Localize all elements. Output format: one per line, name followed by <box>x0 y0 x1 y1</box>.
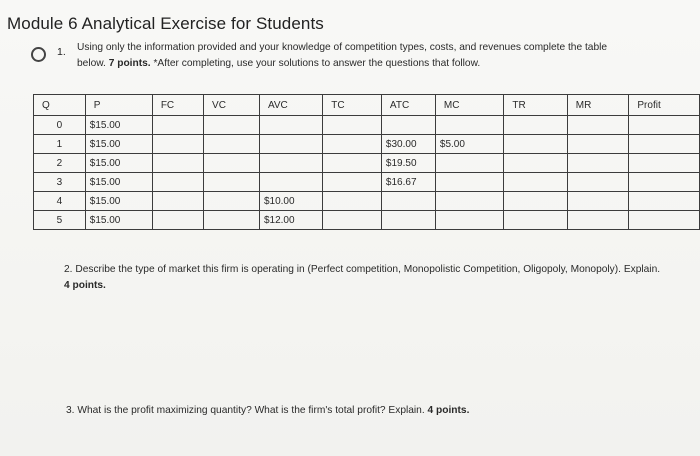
table-input-cell[interactable] <box>629 116 700 135</box>
table-row <box>34 173 700 192</box>
table-input-cell[interactable] <box>259 173 322 192</box>
table-input-cell[interactable] <box>435 116 504 135</box>
table-input-cell[interactable] <box>567 154 629 173</box>
table-input-cell[interactable] <box>567 211 629 230</box>
table-input-cell[interactable] <box>504 173 567 192</box>
question-1-text <box>77 40 637 72</box>
table-cell: $15.00 <box>85 192 152 211</box>
table-input-cell[interactable] <box>259 116 322 135</box>
table-input-cell[interactable] <box>504 135 567 154</box>
table-input-cell[interactable] <box>323 173 382 192</box>
table-cell: $30.00 <box>381 135 435 154</box>
table-cell: $19.50 <box>381 154 435 173</box>
table-input-cell[interactable] <box>629 211 700 230</box>
table-input-cell[interactable] <box>204 154 260 173</box>
table-cell: 5 <box>34 211 86 230</box>
table-input-cell[interactable] <box>504 192 567 211</box>
question-3 <box>66 405 469 416</box>
cost-revenue-table <box>33 94 700 230</box>
table-input-cell[interactable] <box>204 135 260 154</box>
table-cell: $15.00 <box>85 135 152 154</box>
header-tr: TR <box>504 95 567 116</box>
table-header-row <box>34 95 700 116</box>
table-input-cell[interactable] <box>323 116 382 135</box>
table-input-cell[interactable] <box>435 211 504 230</box>
table-row <box>34 211 700 230</box>
table-cell: $10.00 <box>259 192 322 211</box>
header-p: P <box>85 95 152 116</box>
table-input-cell[interactable] <box>323 211 382 230</box>
table-row <box>34 192 700 211</box>
table-cell: $15.00 <box>85 116 152 135</box>
table-input-cell[interactable] <box>629 192 700 211</box>
question-1-points: 7 points. <box>108 58 151 69</box>
table-input-cell[interactable] <box>567 173 629 192</box>
table-input-cell[interactable] <box>381 116 435 135</box>
page-title: Module 6 Analytical Exercise for Students <box>7 14 324 33</box>
question-1-number: 1. <box>57 46 66 58</box>
table-input-cell[interactable] <box>259 135 322 154</box>
table-input-cell[interactable] <box>204 211 260 230</box>
table-row <box>34 154 700 173</box>
table-input-cell[interactable] <box>435 192 504 211</box>
table-input-cell[interactable] <box>567 135 629 154</box>
table-cell: 1 <box>34 135 86 154</box>
header-fc: FC <box>152 95 203 116</box>
table-cell: 3 <box>34 173 86 192</box>
question-3-number: 3. <box>66 405 75 416</box>
question-3-text: What is the profit maximizing quantity? What is the firm's total profit? Explain. <box>77 405 425 416</box>
table-row <box>34 135 700 154</box>
table-input-cell[interactable] <box>629 173 700 192</box>
table-input-cell[interactable] <box>204 116 260 135</box>
question-2 <box>64 262 664 294</box>
table-input-cell[interactable] <box>152 135 203 154</box>
table-input-cell[interactable] <box>152 116 203 135</box>
table-cell: $15.00 <box>85 173 152 192</box>
table-input-cell[interactable] <box>435 173 504 192</box>
header-mc: MC <box>435 95 504 116</box>
table-input-cell[interactable] <box>567 116 629 135</box>
table-input-cell[interactable] <box>259 154 322 173</box>
table-cell: 2 <box>34 154 86 173</box>
table-input-cell[interactable] <box>323 154 382 173</box>
table-cell: 0 <box>34 116 86 135</box>
table-input-cell[interactable] <box>152 154 203 173</box>
table-input-cell[interactable] <box>204 173 260 192</box>
table-cell: $15.00 <box>85 211 152 230</box>
header-tc: TC <box>323 95 382 116</box>
table-input-cell[interactable] <box>504 154 567 173</box>
table-input-cell[interactable] <box>381 211 435 230</box>
table-input-cell[interactable] <box>152 192 203 211</box>
table-input-cell[interactable] <box>323 192 382 211</box>
radio-circle-icon[interactable] <box>31 47 46 62</box>
question-1-body: Using only the information provided and your knowledge of competition types, costs, and revenues complete the table below. <box>77 42 608 69</box>
table-input-cell[interactable] <box>629 154 700 173</box>
table-cell: $15.00 <box>85 154 152 173</box>
table-row <box>34 116 700 135</box>
table-input-cell[interactable] <box>504 211 567 230</box>
table-input-cell[interactable] <box>204 192 260 211</box>
header-vc: VC <box>204 95 260 116</box>
header-profit: Profit <box>629 95 700 116</box>
table-cell: $5.00 <box>435 135 504 154</box>
table-input-cell[interactable] <box>629 135 700 154</box>
question-3-points: 4 points. <box>427 405 470 416</box>
table-cell: 4 <box>34 192 86 211</box>
table-input-cell[interactable] <box>323 135 382 154</box>
table-input-cell[interactable] <box>152 173 203 192</box>
table-input-cell[interactable] <box>381 192 435 211</box>
table-input-cell[interactable] <box>567 192 629 211</box>
header-mr: MR <box>567 95 629 116</box>
question-1-note: *After completing, use your solutions to answer the questions that follow. <box>153 58 481 69</box>
question-2-number: 2. <box>64 264 73 275</box>
question-2-text: Describe the type of market this firm is operating in (Perfect competition, Monopolistic Competition, Oligopoly, Monopoly). Explain. <box>75 264 661 275</box>
header-avc: AVC <box>259 95 322 116</box>
header-atc: ATC <box>381 95 435 116</box>
table-input-cell[interactable] <box>435 154 504 173</box>
question-2-points: 4 points. <box>64 280 106 291</box>
table-cell: $16.67 <box>381 173 435 192</box>
table-input-cell[interactable] <box>152 211 203 230</box>
header-q: Q <box>34 95 86 116</box>
table-cell: $12.00 <box>259 211 322 230</box>
table-input-cell[interactable] <box>504 116 567 135</box>
